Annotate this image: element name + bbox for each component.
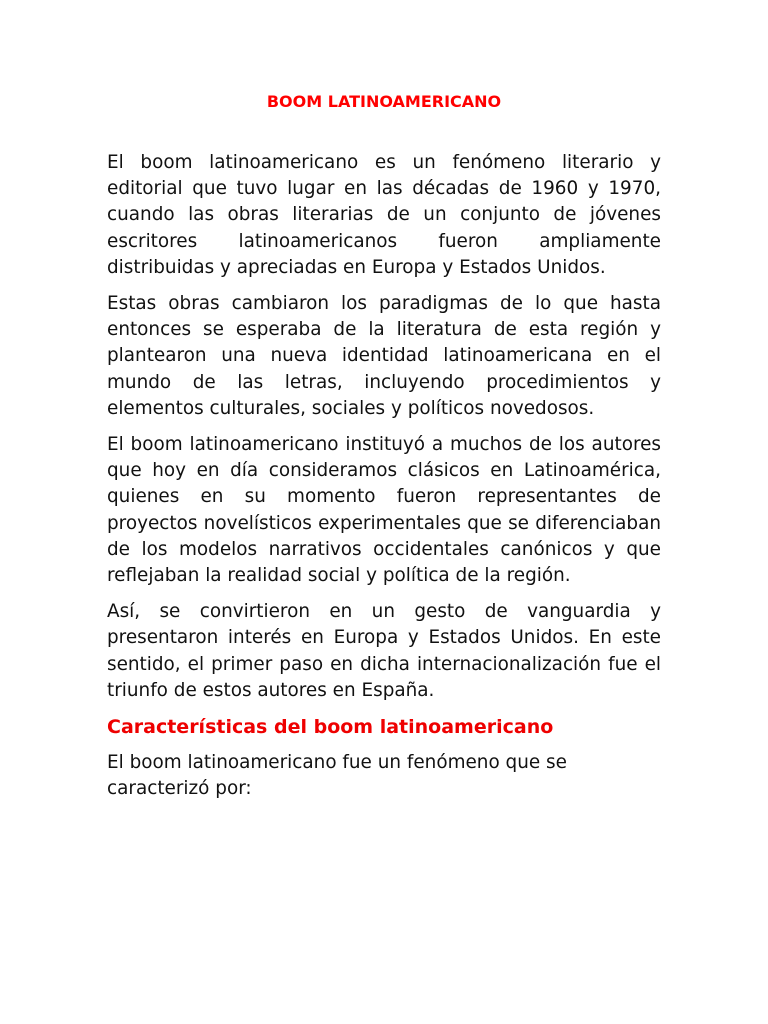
document-body <box>107 150 661 812</box>
section-heading: Características del boom latinoamericano <box>107 716 554 739</box>
paragraph-4: Así, se convirtieron en un gesto de vanguardia y presentaron interés en Europa y Estados Unidos. En este sentido, el primer paso en dicha internacionalización fue el triunfo de estos autores en España. <box>107 601 661 701</box>
paragraph-2: Estas obras cambiaron los paradigmas de lo que hasta entonces se esperaba de la literatura de esta región y plantearon una nueva identidad latinoamericana en el mundo de las letras, incluyendo procedimientos y elementos culturales, sociales y políticos novedosos. <box>107 293 661 419</box>
document-title: BOOM LATINOAMERICANO <box>266 92 502 111</box>
paragraph-3: El boom latinoamericano instituyó a muchos de los autores que hoy en día consideramos clásicos en Latinoamérica, quienes en su momento fueron representantes de proyectos novelísticos experimentales que se diferenciaban de los modelos narrativos occidentales canónicos y que reflejaban la realidad social y política de la región. <box>107 434 661 587</box>
section-paragraph: El boom latinoamericano fue un fenómeno que se caracterizó por: <box>107 752 567 800</box>
paragraph-1: El boom latinoamericano es un fenómeno literario y editorial que tuvo lugar en las décadas de 1960 y 1970, cuando las obras literarias de un conjunto de jóvenes escritores latinoamericanos fueron ampliamente distribuidas y apreciadas en Europa y Estados Unidos. <box>107 152 661 278</box>
